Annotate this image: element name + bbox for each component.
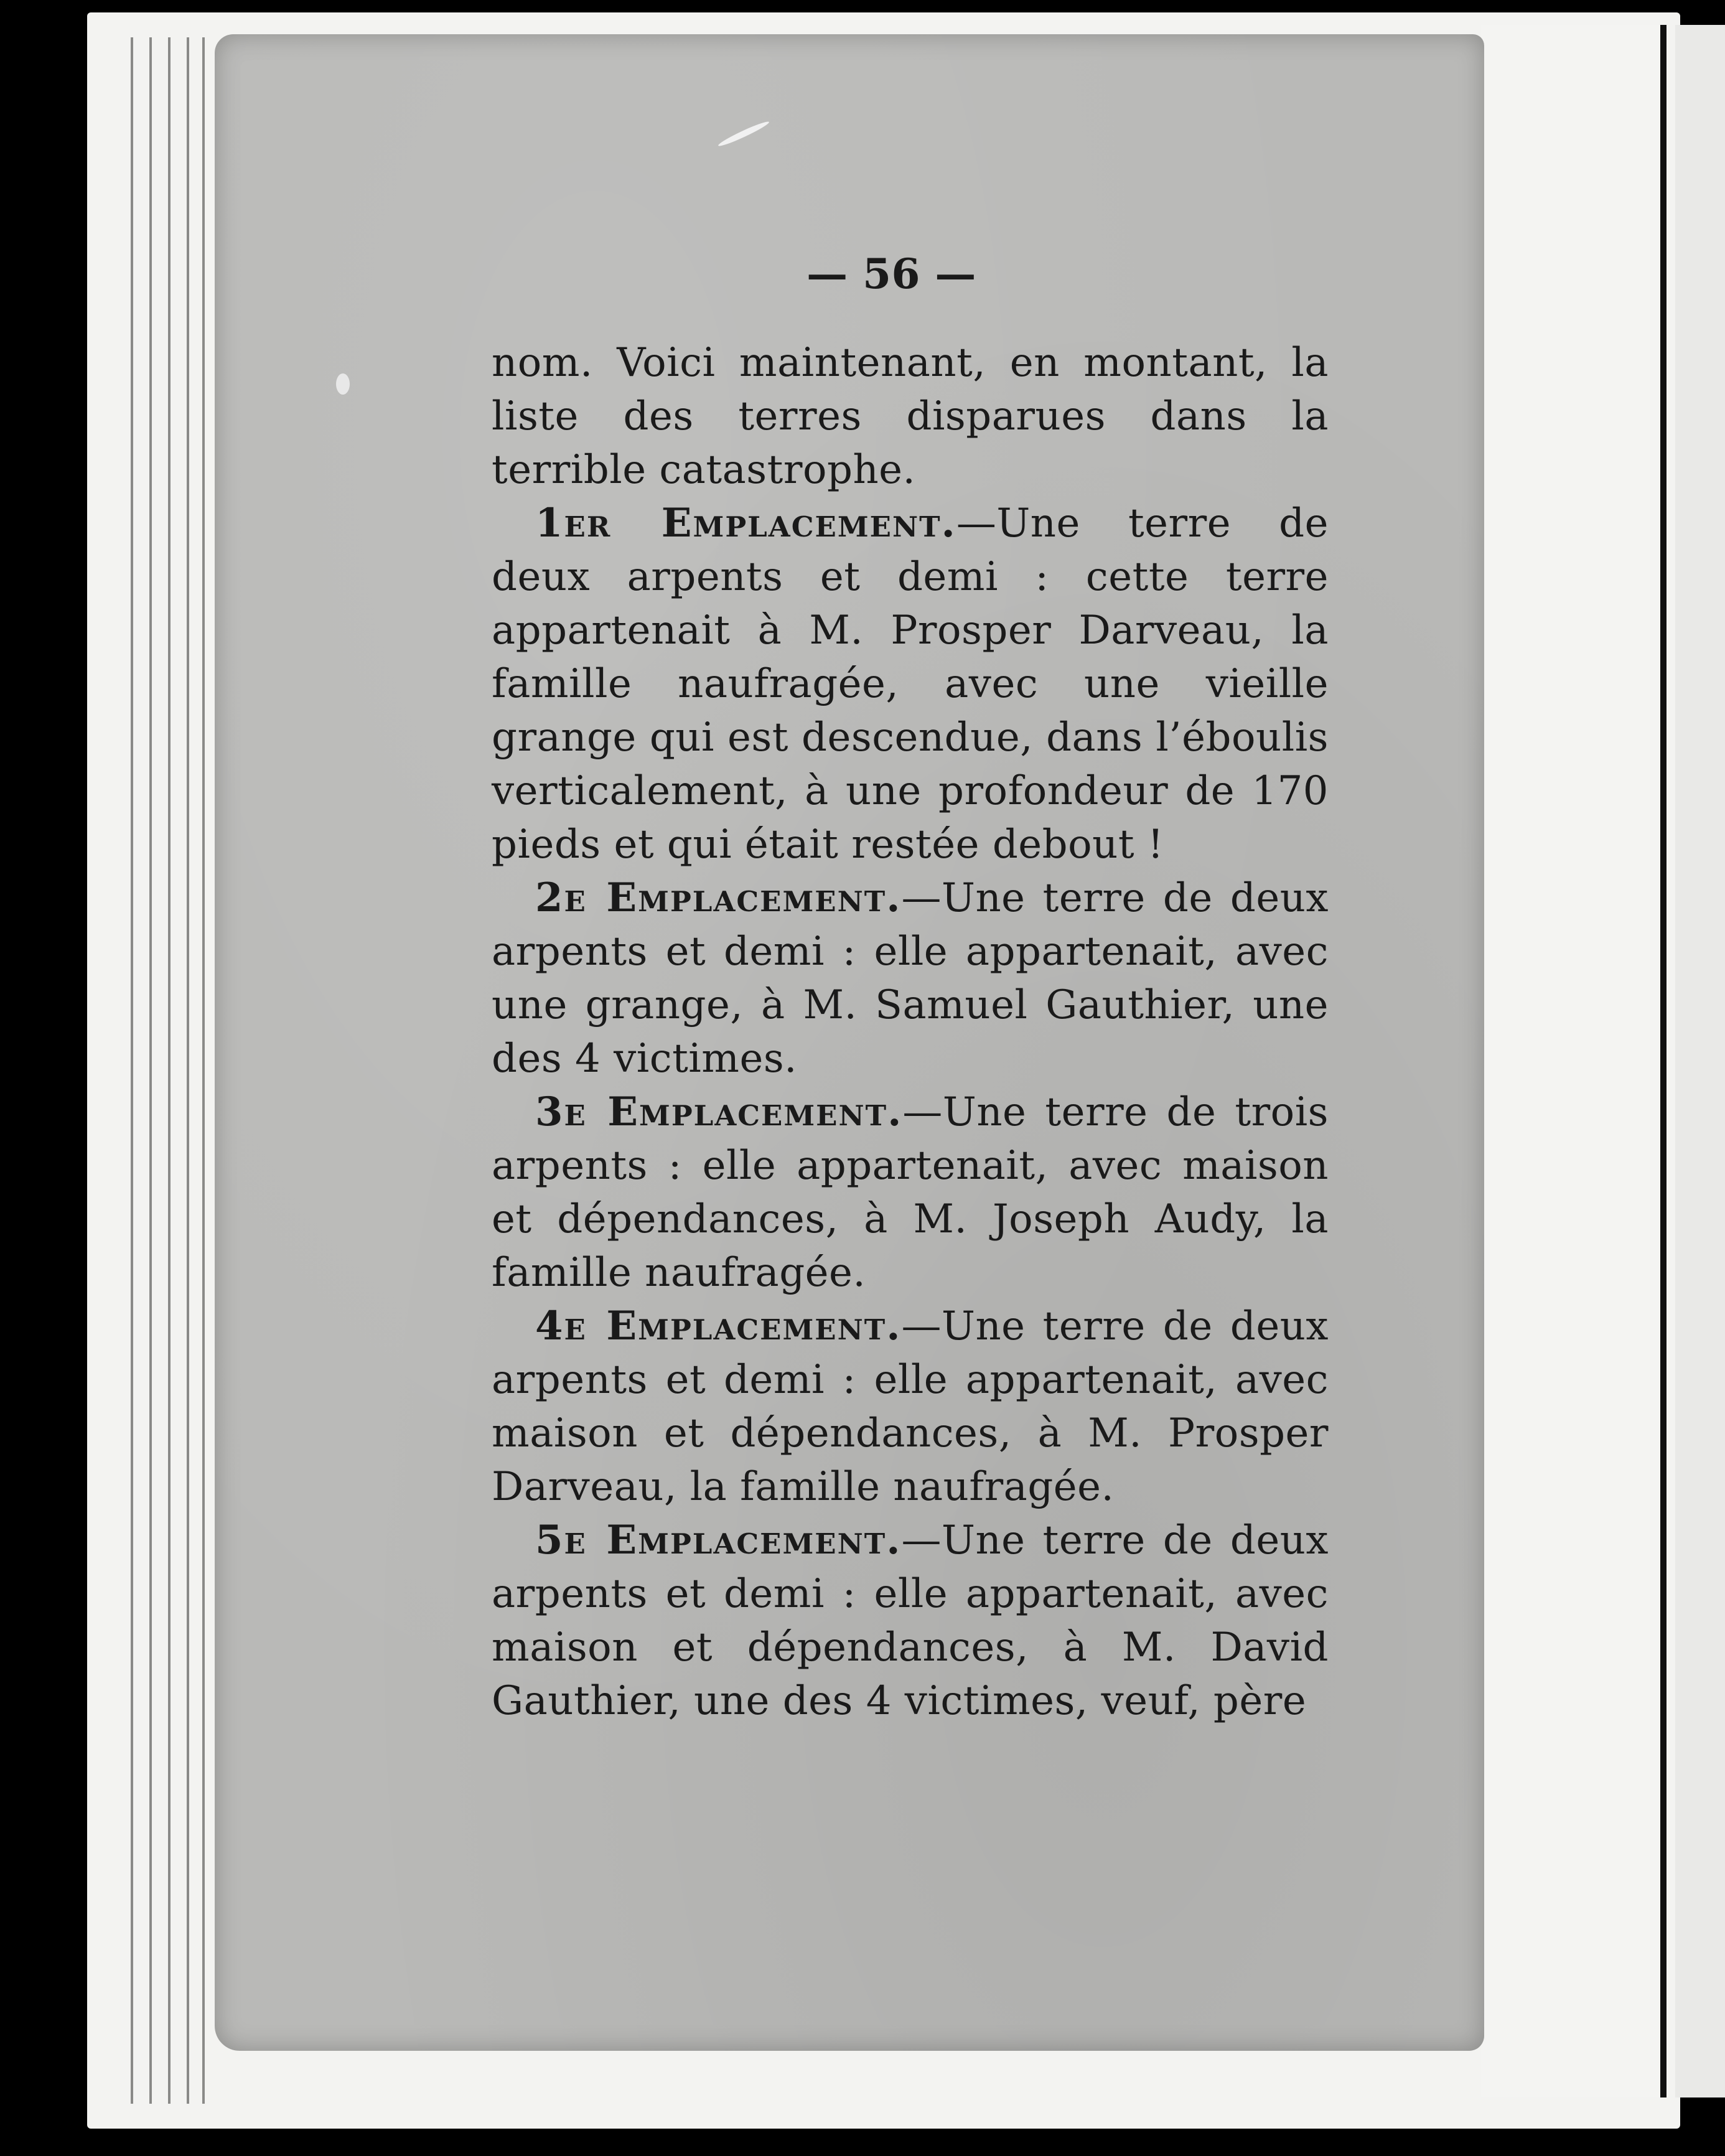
entry-body: —Une terre de deux arpents et demi : cette terre appartenait à M. Prosper Darveau, la famille naufragée, avec une vieille grange qui est descendue, dans l’éboulis verticalement, à une profondeur de 170 pieds et qui était restée debout ! bbox=[492, 500, 1329, 868]
page-edge-line bbox=[168, 37, 171, 2104]
scan-speck bbox=[336, 373, 350, 395]
entry-paragraph bbox=[492, 497, 1329, 871]
adjacent-page-edge bbox=[1660, 25, 1667, 2097]
entry-body: —Une terre de deux arpents et demi : elle appartenait, avec une grange, à M. Samuel Gauthier, une des 4 victimes. bbox=[492, 875, 1329, 1082]
entry-body: —Une terre de deux arpents et demi : elle appartenait, avec maison et dépendances, à M. David Gauthier, une des 4 victimes, veuf, père bbox=[492, 1517, 1329, 1724]
entry-heading: 5e Emplacement. bbox=[535, 1517, 902, 1563]
entry-body: —Une terre de trois arpents : elle appartenait, avec maison et dépendances, à M. Joseph Audy, la famille naufragée. bbox=[492, 1089, 1329, 1296]
entry-heading: 1er Emplacement. bbox=[535, 500, 956, 546]
page-edge-line bbox=[202, 37, 205, 2104]
entry-body: —Une terre de deux arpents et demi : elle appartenait, avec maison et dépendances, à M. Prosper Darveau, la famille naufragée. bbox=[492, 1303, 1329, 1510]
entry-paragraph bbox=[492, 1514, 1329, 1728]
page-edge-line bbox=[149, 37, 152, 2104]
entry-heading: 4e Emplacement. bbox=[535, 1303, 902, 1349]
far-right-page bbox=[1675, 25, 1725, 2097]
entry-paragraph bbox=[492, 871, 1329, 1085]
intro-paragraph: nom. Voici maintenant, en montant, la liste des terres disparues dans la terrible catastrophe. bbox=[492, 340, 1329, 493]
page-edge-line bbox=[187, 37, 189, 2104]
entry-heading: 2e Emplacement. bbox=[535, 874, 902, 921]
entry-paragraph bbox=[492, 1085, 1329, 1300]
page-text bbox=[492, 237, 1329, 1728]
entry-paragraph bbox=[492, 1300, 1329, 1514]
page-number: — 56 — bbox=[806, 250, 976, 298]
entry-heading: 3e Emplacement. bbox=[535, 1089, 903, 1135]
adjacent-page bbox=[1481, 25, 1668, 2097]
page-edge-line bbox=[131, 37, 133, 2104]
